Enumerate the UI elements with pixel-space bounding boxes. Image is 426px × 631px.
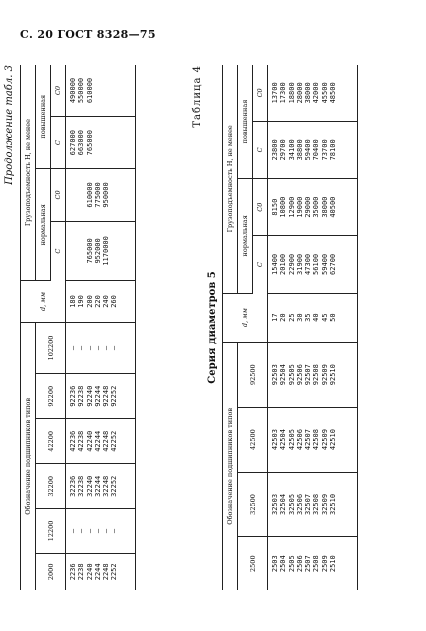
table4-cell: 2503 2504 2505 2506 2507 2508 2509 2510 xyxy=(271,555,338,573)
table3-cell: 180 190 200 220 240 260 xyxy=(66,281,136,323)
table3-cell: 627000 663000 765000 xyxy=(66,117,136,169)
table3-col-2000: 2000 xyxy=(36,553,66,590)
table4-col-c-high: C xyxy=(253,121,268,178)
table3-cell: 2236 2238 2240 2244 2248 2252 xyxy=(69,563,119,581)
table3-cell: — — — — — — xyxy=(66,322,136,373)
table4-col-92500: 92500 xyxy=(238,342,268,407)
table4-cell: 8150 10800 12900 19000 29000 35000 38000 40500 xyxy=(268,179,358,236)
table3 xyxy=(20,65,136,590)
table3-col-42200: 42200 xyxy=(36,419,66,464)
page-header: С. 20 ГОСТ 8328—75 xyxy=(20,28,156,41)
table3-cell: — — — — — — xyxy=(66,509,136,553)
table3-col-c0-high: C0 xyxy=(51,65,66,117)
table4-group-dyn: Грузоподъемность Н, не менее xyxy=(223,65,238,293)
table4-col-d: d, мм xyxy=(223,293,268,342)
table4 xyxy=(222,65,358,590)
table3-col-d: d, мм xyxy=(21,281,66,323)
table3-col-12200: 12200 xyxy=(36,509,66,553)
table4-block xyxy=(192,65,402,590)
table4-cell: 32503 32504 32505 32506 32507 32508 32509 32510 xyxy=(268,472,358,537)
table4-cell: 15400 20100 22900 31900 47300 56100 59400 62700 xyxy=(268,236,358,293)
table4-cell: 17 20 25 30 35 40 45 50 xyxy=(268,293,358,342)
table3-col-c0-normal: C0 xyxy=(51,169,66,221)
table4-cell: 13700 17300 18800 28000 38000 42000 45500 48500 xyxy=(268,65,358,121)
table3-col-102200: 102200 xyxy=(36,322,66,373)
table3-group-dyn: Грузоподъемность Н, не менее xyxy=(21,65,36,281)
table-row xyxy=(66,65,136,590)
table3-cell: 765000 952000 1170000 xyxy=(66,221,136,281)
table4-col-2500: 2500 xyxy=(238,537,268,590)
table4-group-designation: Обозначение подшипников типов xyxy=(223,342,238,590)
table-row xyxy=(268,65,358,590)
table3-col-32200: 32200 xyxy=(36,464,66,509)
table3-sub-normal: нормальная xyxy=(36,169,51,281)
table4-caption: Таблица 4 xyxy=(192,65,203,128)
table4-cell: 42503 42504 42505 42506 42507 42508 42509 42510 xyxy=(268,407,358,472)
table4-sub-normal: нормальная xyxy=(238,179,253,294)
table3-sub-high: повышенная xyxy=(36,65,51,169)
table4-col-c0-normal: C0 xyxy=(253,179,268,236)
table4-cell: 92503 92504 92505 92506 92507 92508 92509 92510 xyxy=(268,342,358,407)
table3-cell: 42236 42238 42240 42244 42248 42252 xyxy=(66,419,136,464)
table3-cell: 92236 92238 92240 92244 92248 92252 xyxy=(66,374,136,419)
table3-group-designation: Обозначение подшипников типов xyxy=(21,322,36,590)
table3-col-c-normal: C xyxy=(51,221,66,281)
table4-col-c-normal: C xyxy=(253,236,268,293)
table3-caption: Продолжение табл. 3 xyxy=(4,65,15,185)
table4-cell: 23800 29700 34100 38800 59400 70400 73700 78100 xyxy=(268,121,358,178)
table4-col-c0-high: C0 xyxy=(253,65,268,121)
table4-series: Серия диаметров 5 xyxy=(207,271,218,384)
table3-block xyxy=(4,65,158,590)
table4-col-32500: 32500 xyxy=(238,472,268,537)
table3-cell: 490000 550000 610000 xyxy=(66,65,136,117)
table3-cell: 610000 775000 950000 xyxy=(66,169,136,221)
table4-col-42500: 42500 xyxy=(238,407,268,472)
table3-col-92200: 92200 xyxy=(36,374,66,419)
table3-cell: 32236 32238 32240 32244 32248 32252 xyxy=(66,464,136,509)
table4-sub-high: повышенная xyxy=(238,65,253,179)
table3-col-c-high: C xyxy=(51,117,66,169)
